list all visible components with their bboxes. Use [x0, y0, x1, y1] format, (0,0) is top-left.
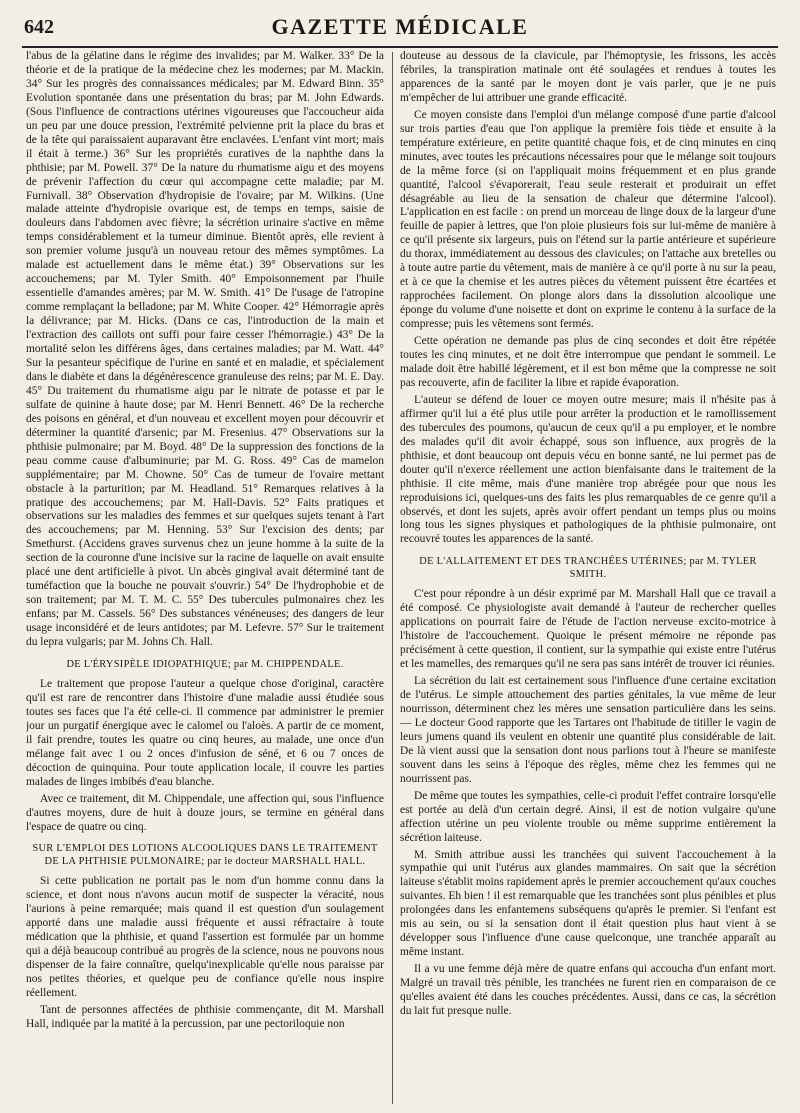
page-number: 642 [24, 16, 54, 38]
article-list-paragraph: l'abus de la gélatine dans le régime des invalides; par M. Walker. 33° De la théorie et de la pratique de la médecine chez les modernes; par M. Mackin. 34° Sur les progrès des connaissances médicales; par M. Edward Binn. 35° Evolution spontanée dans une présentation du bras; par M. John Edwards. (Sous l'influence de contractions utérines vigoureuses que l'accoucheur aida un peu par une douce pression, l'extrémité pelvienne prit la place du bras et de la tête qui paraissaient auparavant être enclavées. L'enfant vint mort; mais il était à terme.) 36° Sur les propriétés curatives de la naphthe dans la phthisie; par M. Powell. 37° De la nature du rhumatisme aigu et des moyens de prévenir l'affection du cœur qui accompagne cette maladie; par M. Furnivall. 38° Observation d'hydropisie de l'ovaire; par M. Wilkins. (Une malade atteinte d'hydropisie ovarique est, de temps en temps, saisie de douleurs dans l'abdomen avec fièvre; la sécrétion urinaire s'active en même temps considérablement et la tumeur diminue. Bientôt après, elle revient à son premier volume jusqu'à un nouveau retour des mêmes symptômes. La malade est actuellement dans le même état.) 39° Observations sur les accouchemens; par M. Tyler Smith. 40° Empoisonnement par l'huile essentielle d'amandes amères; par M. W. Smith. 41° De l'usage de l'atropine comme remplaçant la belladone; par M. White Cooper. 42° Hémorragie après la délivrance; par M. Hicks. (Dans ce cas, l'introduction de la main et l'extraction des caillots ont suffi pour faire cesser l'hémorragie.) 43° De la mortalité selon les différens âges, dans certaines maladies; par M. Watt. 44° Sur la pesanteur spécifique de l'urine en santé et en maladie, et spécialement dans le diabète et dans la dégénérescence granuleuse des reins; par M. E. Day. 45° Du traitement du rhumatisme aigu par le nitrate de potasse et par le sulfate de quinine à haute dose; par M. Henri Bennett. 46° De la recherche des poisons en général, et d'un nouveau et excellent moyen pour découvrir et déterminer la quantité d'arsenic; par M. Fresenius. 47° Observations sur la phthisie pulmonaire; par M. Boyd. 48° De la suppression des fonctions de la peau comme cause d'albuminurie; par M. G. Ross. 49° Cas de mamelon supplémentaire; par M. Chowne. 50° Cas de tumeur de l'ovaire mettant obstacle à la parturition; par M. Headland. 51° Remarques relatives à la pratique des accouchemens; par M. Hall-Davis. 52° Faits pratiques et observations sur les maladies des femmes et sur quelques sujets tenant à l'art des accouchemens; par M. Henning. 53° Sur l'excision des dents; par Smethurst. (Accidens graves survenus chez un jeune homme à la suite de la section de la couronne d'une incisive sur la racine de laquelle on avait ensuite placé une dent artificielle à pivot. Un abcès gingival avait déterminé tant de tuméfaction que la bouche ne pouvait s'ouvrir.) 54° De l'hydrophobie et de son traitement; par M. T. M. C. 55° Des tubercules pulmonaires chez les enfans; par M. Cassels. 56° Des substances vénéneuses; des dangers de leur usage inconsidéré et de leurs antidotes; par M. Lefevre. 57° Sur le traitement du lepra vulgaris; par M. Johns Ch. Hall. [26, 50, 384, 649]
column-divider [392, 52, 393, 1104]
paragraph: Il a vu une femme déjà mère de quatre enfans qui accoucha d'un enfant mort. Malgré un travail très pénible, les tranchées ne furent rien en comparaison de ce qu'elles avaient été dans les couches précédentes. Aussi, dans ce cas, la sécrétion du lait fut presque nulle. [400, 963, 776, 1017]
paragraph: M. Smith attribue aussi les tranchées qui suivent l'accouchement à la sympathie qui unit l'utérus aux glandes mammaires. On sait que la sécrétion laiteuse s'établit moins rapidement après le premier accouchement qu'aux couches suivantes. Eh bien ! il est remarquable que les tranchées sont plus pénibles et plus prolongées dans les enfantemens subséquens qu'après le premier. Si l'enfant est mis au sein, ou si la sensation dont il était question plus haut vient à se développer sous l'influence d'une cause quelconque, une tranchée apparaît au même instant. [400, 848, 776, 959]
paragraph: C'est pour répondre à un désir exprimé par M. Marshall Hall que ce travail a été composé. Ce physiologiste avait demandé à l'auteur de rechercher quelles applications on pourrait faire de l'étude de l'action nerveuse excito-motrice à l'histoire de l'accouchement. Quoique le présent mémoire ne réponde pas précisément à cette question, il contient, sur la sympathie qui existe entre l'utérus et les mamelles, des remarques qu'il ne sera pas sans intérêt de trouver ici réunies. [400, 588, 776, 671]
left-column [26, 50, 384, 1106]
paragraph: Tant de personnes affectées de phthisie commençante, dit M. Marshall Hall, indiquée par la matité à la percussion, par une pectoriloquie non [26, 1004, 384, 1030]
paragraph: douteuse au dessous de la clavicule, par l'hémoptysie, les frissons, les accès fébriles, la transpiration matinale ont été soulagées et rendues à toutes les apparences de la santé par le moyen dont je vais parler, que je ne puis m'empêcher de lui attribuer une grande efficacité. [400, 50, 776, 104]
paragraph: La sécrétion du lait est certainement sous l'influence d'une certaine excitation de l'utérus. Le simple attouchement des parties génitales, la vue même de leur nourrisson, déterminent chez les mères une sensation particulière dans les seins. — Le docteur Good rapporte que les Tartares ont l'habitude de titiller le vagin de leurs jumens quand ils veulent en obtenir une quantité plus considérable de lait. De là vient aussi que la sensation dont nous parlions tout à l'heure se manifeste souvent dans les seins à l'époque des règles, même chez les femmes qui ne nourrissent pas. [400, 675, 776, 785]
paragraph: Avec ce traitement, dit M. Chippendale, une affection qui, sous l'influence d'autres moyens, dure de huit à douze jours, se termine en général dans l'espace de quatre ou cinq. [26, 792, 384, 833]
page-header [22, 12, 778, 48]
paragraph: Cette opération ne demande pas plus de cinq secondes et doit être répétée toutes les cinq minutes, et ne doit être interrompue que pendant le sommeil. Le malade doit être habillé légèrement, et il est bon même que la compresse ne soit pas recouverte, afin de faciliter la libre et rapide évaporation. [400, 335, 776, 389]
journal-title: GAZETTE MÉDICALE [271, 14, 529, 39]
section-heading-lotions-alcooliques: SUR L'EMPLOI DES LOTIONS ALCOOLIQUES DANS LE TRAITEMENT DE LA PHTHISIE PULMONAIRE; par le docteur MARSHALL HALL. [32, 843, 378, 868]
right-column [400, 50, 776, 1106]
paragraph: De même que toutes les sympathies, celle-ci produit l'effet contraire lorsqu'elle est portée au delà d'un certain degré. Ainsi, il est de notion vulgaire qu'une affection utérine un peu violente trouble ou même supprime entièrement la sécrétion laiteuse. [400, 789, 776, 844]
paragraph: Si cette publication ne portait pas le nom d'un homme connu dans la science, et dont nous n'avons aucun motif de suspecter la véracité, nous l'aurions à peine remarquée; mais quand il est question d'un soulagement apporté dans une maladie aussi fréquente et aussi réfractaire à toute médication que la phthisie, et quand l'assertion est formulée par un homme qui a déjà beaucoup contribué au progrès de la science, nous ne pouvons nous dispenser de la faire connaître, quelqu'inexplicable qu'elle nous paraisse par nos petites théories, et quelque peu de confiance qu'elle nous inspire réellement. [26, 875, 384, 1000]
paragraph: L'auteur se défend de louer ce moyen outre mesure; mais il n'hésite pas à affirmer qu'il lui a été plus utile pour arrêter la production et le ramollissement des tubercules des poumons, qu'aucun de ceux qu'il a pu employer, et le nombre des malades qu'il dit avoir échappé, sous son influence, aux progrès de la phthisie, et dont beaucoup ont depuis vécu en bonne santé, ne lui permet pas de douter qu'il n'exerce réellement une action bienfaisante dans le traitement de la phthisie. Il cite même, mais d'une manière trop abrégée pour que nous les reproduisions ici, quelques-uns des faits les plus remarquables de ce genre qu'il a observés, et dont les sujets, après avoir offert pendant un temps plus ou moins long tous les signes physiques et pathologiques de la phthisie pulmonaire, ont recouvré toutes les apparences de la santé. [400, 393, 776, 546]
section-heading-allaitement: DE L'ALLAITEMENT ET DES TRANCHÉES UTÉRINES; par M. TYLER SMITH. [419, 556, 757, 581]
section-heading-erysipele: DE L'ÉRYSIPÈLE IDIOPATHIQUE; par M. CHIPPENDALE. [66, 658, 344, 670]
paragraph: Ce moyen consiste dans l'emploi d'un mélange composé d'une partie d'alcool sur trois parties d'eau que l'on applique la première fois tiède et ensuite à la température extérieure, en petite quantité chaque fois, et de cinq minutes en cinq minutes, avec toutes les précautions nécessaires pour que le mélange soit toujours de la même force (si on l'appliquait moins fréquemment et en plus grande quantité, l'alcool s'évaporerait, l'eau seule resterait et produirait un effet désagréable au lieu de la sensation de chaleur que détermine l'alcool). L'application en est facile : on prend un morceau de linge doux de la largeur d'une feuille de papier à lettres, que l'on ploie plusieurs fois sur lui-même de manière à ce qu'il présente six largeurs, puis on l'étend sur la partie antérieure et supérieure du thorax, immédiatement au dessous des clavicules; on l'attache aux bretelles ou à toute autre partie du vêtement, mais de manière à ce qu'il porte à nu sur la peau, et à ce que la chemise et les autres pièces du vêtement puissent être écartées et rapprochées facilement. On plonge alors dans la dissolution alcoolique une éponge du volume d'une noisette et dont on exprime le contenu à la surface de la compresse; puis les vêtemens sont fermés. [400, 108, 776, 331]
paragraph: Le traitement que propose l'auteur a quelque chose d'original, caractère qu'il est rare de rencontrer dans l'histoire d'une maladie aussi étudiée sous toutes ses faces que l'a été celle-ci. Il commence par administrer le premier jour un purgatif énergique avec le calomel ou l'aloès. A partir de ce moment, il fait prendre, toutes les quatre ou cinq heures, au malade, une once d'un mélange fait avec 1 ou 2 onces d'infusion de séné, et 6 ou 7 onces de décoction de quinquina. Pour toute application locale, il couvre les parties malades de linges imbibés d'eau blanche. [26, 677, 384, 788]
